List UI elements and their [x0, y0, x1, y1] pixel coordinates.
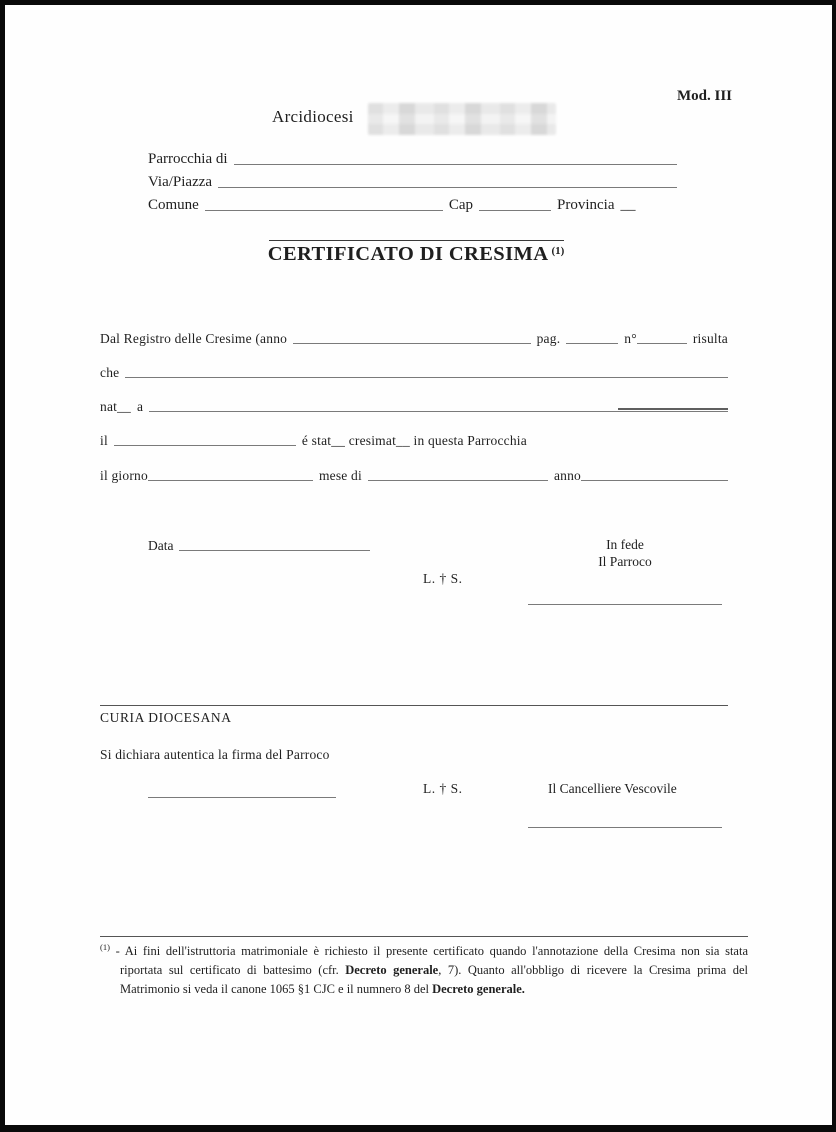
curia-left-signature-line	[148, 788, 336, 798]
title-rule	[269, 240, 564, 241]
data-label: Data	[148, 538, 174, 553]
a-label: a	[137, 399, 144, 414]
in-fede-label: In fede	[606, 537, 644, 552]
parish-row	[148, 145, 677, 168]
document-sheet	[5, 5, 832, 1125]
street-blank	[218, 187, 677, 188]
street-label: Via/Piazza	[148, 174, 213, 190]
parish-label: Parrocchia di	[148, 151, 228, 167]
registry-label: Dal Registro delle Cresime (anno	[100, 331, 288, 346]
birthdate-blank	[114, 444, 296, 446]
footnote	[100, 936, 748, 998]
seal-mark: L. † S.	[423, 571, 463, 586]
footnote-bold-2: Decreto generale.	[432, 981, 525, 996]
curia-heading: CURIA DIOCESANA	[100, 710, 232, 725]
footnote-marker: (1)	[100, 942, 110, 952]
street-row	[148, 168, 677, 191]
in-fede-block	[528, 536, 722, 570]
scan-overlap-line	[618, 408, 728, 410]
parish-name-blank	[234, 164, 677, 165]
cap-label: Cap	[448, 197, 474, 213]
nat-label: nat__	[100, 399, 131, 414]
provincia-blank: __	[620, 197, 636, 213]
birthplace-blank	[149, 411, 728, 412]
title-footnote-ref: (1)	[551, 244, 565, 257]
cap-blank	[479, 209, 551, 211]
footnote-bold-1: Decreto generale	[345, 962, 439, 977]
pag-blank	[566, 342, 618, 344]
risulta-label: risulta	[692, 331, 728, 346]
address-block	[148, 145, 677, 214]
page-title: CERTIFICATO DI CRESIMA	[267, 243, 549, 265]
anno-registro-blank	[293, 343, 531, 344]
mese-label: mese di	[318, 468, 362, 483]
comune-blank	[205, 209, 443, 211]
pag-label: pag.	[536, 331, 561, 346]
comune-row	[148, 191, 677, 214]
giorno-label: il giorno	[100, 468, 148, 483]
nato-row	[100, 396, 728, 415]
name-blank	[125, 377, 728, 378]
giorno-blank	[148, 479, 313, 481]
date-row	[100, 465, 728, 484]
chancellor-signature-line	[528, 818, 722, 828]
redacted-archdiocese-name	[368, 103, 556, 135]
registry-row	[100, 328, 728, 347]
che-row	[100, 362, 728, 381]
numero-blank	[637, 342, 687, 344]
curia-statement: Si dichiara autentica la firma del Parroco	[100, 747, 330, 762]
archdiocese-label: Arcidiocesi	[272, 107, 354, 126]
chancellor-label: Il Cancelliere Vescovile	[548, 781, 677, 796]
footnote-text-2: , 7). Quanto all'obbligo di ricevere la Cresima prima del Matrimonio si veda il canone 1065 §1 CJC e il numnero 8 del	[120, 962, 748, 996]
data-blank	[179, 550, 370, 551]
anno-label: anno	[553, 468, 581, 483]
provincia-label: Provincia	[557, 197, 615, 213]
curia-divider-rule	[100, 705, 728, 706]
il-parroco-label: Il Parroco	[598, 554, 652, 569]
anno-blank	[581, 480, 728, 481]
che-label: che	[100, 365, 120, 380]
title-block	[230, 240, 602, 266]
cresimato-text: é stat__ cresimat__ in questa Parrocchia	[301, 433, 527, 448]
mese-blank	[368, 479, 548, 481]
cresimato-row	[100, 430, 728, 449]
footnote-text-1: - Ai fini dell'istruttoria matrimoniale è richiesto il presente certificato quando l'annotazione della Cresima non sia stata riportata sul certificato di battesimo (cfr.	[109, 944, 748, 977]
data-row	[148, 538, 370, 554]
curia-seal-mark: L. † S.	[423, 781, 463, 796]
form-model-label: Mod. III	[676, 88, 732, 104]
parroco-signature-line	[528, 595, 722, 605]
il-label: il	[100, 433, 108, 448]
numero-label: n°	[624, 331, 637, 346]
comune-label: Comune	[148, 197, 199, 213]
